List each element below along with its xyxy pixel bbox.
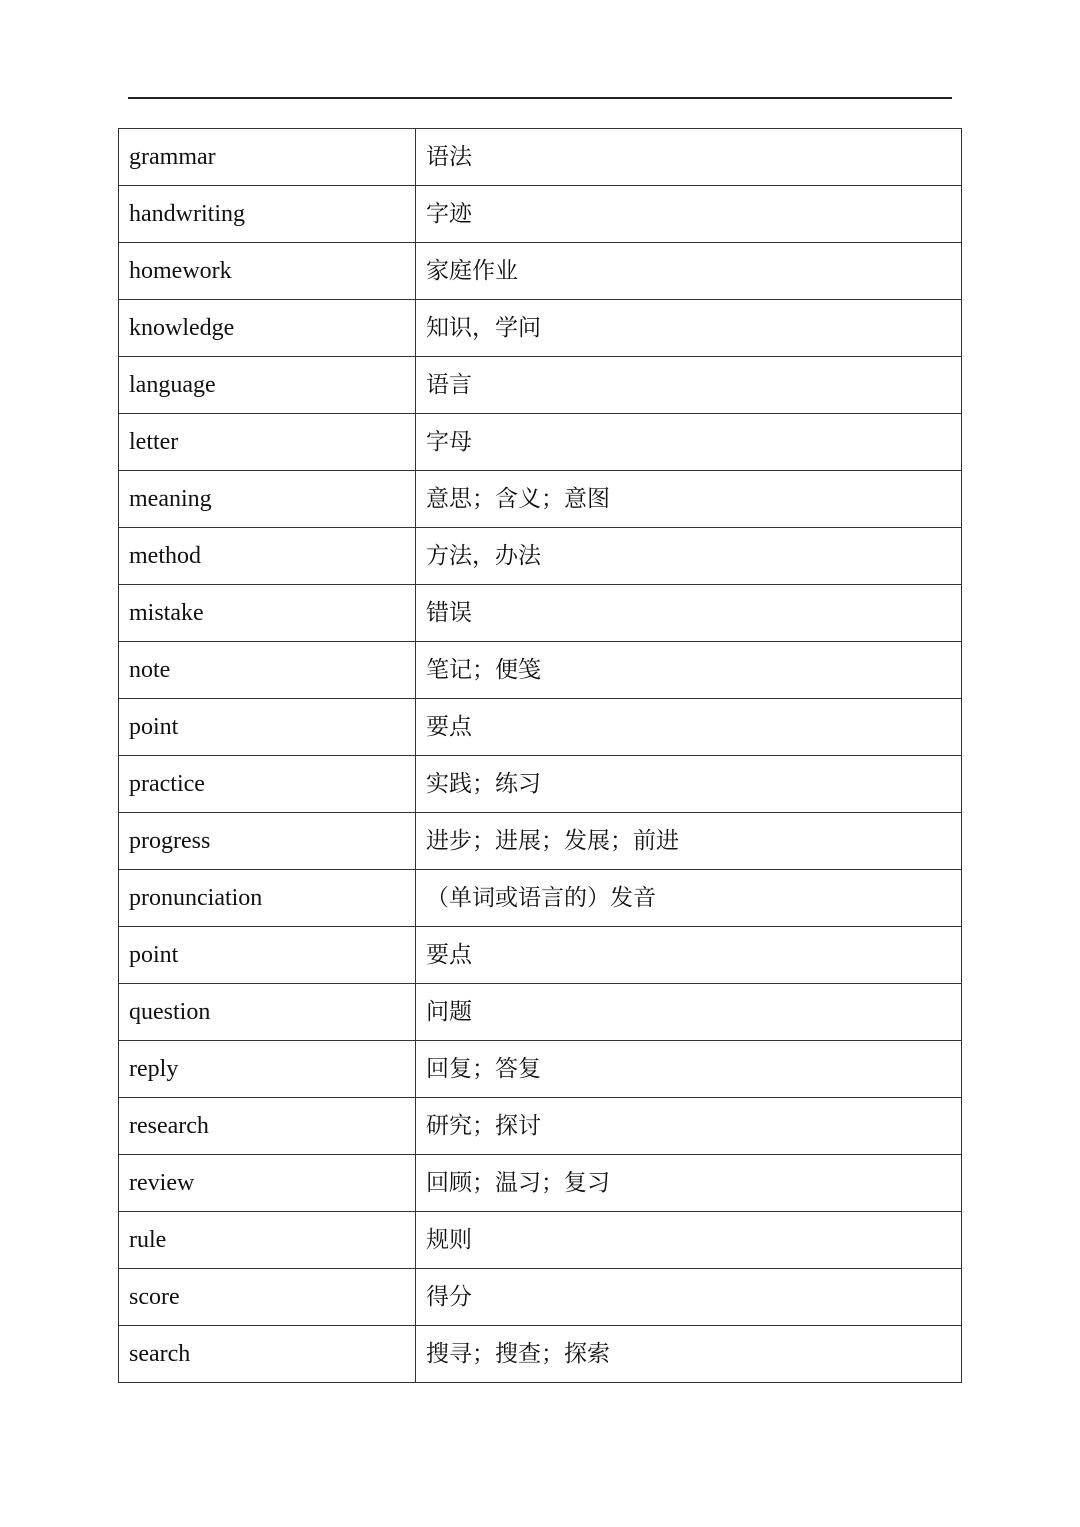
english-word-cell: handwriting (119, 186, 416, 243)
table-row (119, 1155, 962, 1212)
english-word-cell: grammar (119, 129, 416, 186)
table-row (119, 528, 962, 585)
chinese-meaning-cell: 语言 (416, 357, 962, 414)
table-row (119, 585, 962, 642)
english-word-cell: point (119, 927, 416, 984)
english-word-cell: letter (119, 414, 416, 471)
english-word-cell: research (119, 1098, 416, 1155)
chinese-meaning-cell: （单词或语言的）发音 (416, 870, 962, 927)
chinese-meaning-cell: 研究；探讨 (416, 1098, 962, 1155)
chinese-meaning-cell: 得分 (416, 1269, 962, 1326)
table-row (119, 414, 962, 471)
table-row (119, 243, 962, 300)
table-row (119, 471, 962, 528)
english-word-cell: progress (119, 813, 416, 870)
table-row (119, 870, 962, 927)
english-word-cell: reply (119, 1041, 416, 1098)
table-row (119, 984, 962, 1041)
english-word-cell: method (119, 528, 416, 585)
table-row (119, 357, 962, 414)
chinese-meaning-cell: 规则 (416, 1212, 962, 1269)
chinese-meaning-cell: 知识，学问 (416, 300, 962, 357)
english-word-cell: practice (119, 756, 416, 813)
chinese-meaning-cell: 要点 (416, 699, 962, 756)
table-row (119, 813, 962, 870)
chinese-meaning-cell: 问题 (416, 984, 962, 1041)
english-word-cell: language (119, 357, 416, 414)
chinese-meaning-cell: 要点 (416, 927, 962, 984)
chinese-meaning-cell: 回顾；温习；复习 (416, 1155, 962, 1212)
english-word-cell: note (119, 642, 416, 699)
chinese-meaning-cell: 进步；进展；发展；前进 (416, 813, 962, 870)
chinese-meaning-cell: 回复；答复 (416, 1041, 962, 1098)
chinese-meaning-cell: 家庭作业 (416, 243, 962, 300)
english-word-cell: score (119, 1269, 416, 1326)
table-row (119, 1212, 962, 1269)
chinese-meaning-cell: 笔记；便笺 (416, 642, 962, 699)
table-row (119, 1098, 962, 1155)
vocabulary-table (118, 128, 962, 1383)
table-row (119, 927, 962, 984)
table-row (119, 186, 962, 243)
english-word-cell: knowledge (119, 300, 416, 357)
english-word-cell: point (119, 699, 416, 756)
chinese-meaning-cell: 语法 (416, 129, 962, 186)
english-word-cell: search (119, 1326, 416, 1383)
chinese-meaning-cell: 搜寻；搜查；探索 (416, 1326, 962, 1383)
chinese-meaning-cell: 方法，办法 (416, 528, 962, 585)
english-word-cell: homework (119, 243, 416, 300)
table-row (119, 300, 962, 357)
chinese-meaning-cell: 字迹 (416, 186, 962, 243)
table-row (119, 642, 962, 699)
table-row (119, 1041, 962, 1098)
chinese-meaning-cell: 实践；练习 (416, 756, 962, 813)
chinese-meaning-cell: 错误 (416, 585, 962, 642)
vocabulary-table-body (119, 129, 962, 1383)
table-row (119, 129, 962, 186)
english-word-cell: mistake (119, 585, 416, 642)
english-word-cell: question (119, 984, 416, 1041)
english-word-cell: meaning (119, 471, 416, 528)
table-row (119, 1269, 962, 1326)
table-row (119, 1326, 962, 1383)
table-row (119, 756, 962, 813)
table-row (119, 699, 962, 756)
chinese-meaning-cell: 意思；含义；意图 (416, 471, 962, 528)
header-rule (128, 97, 952, 99)
chinese-meaning-cell: 字母 (416, 414, 962, 471)
english-word-cell: rule (119, 1212, 416, 1269)
english-word-cell: pronunciation (119, 870, 416, 927)
english-word-cell: review (119, 1155, 416, 1212)
